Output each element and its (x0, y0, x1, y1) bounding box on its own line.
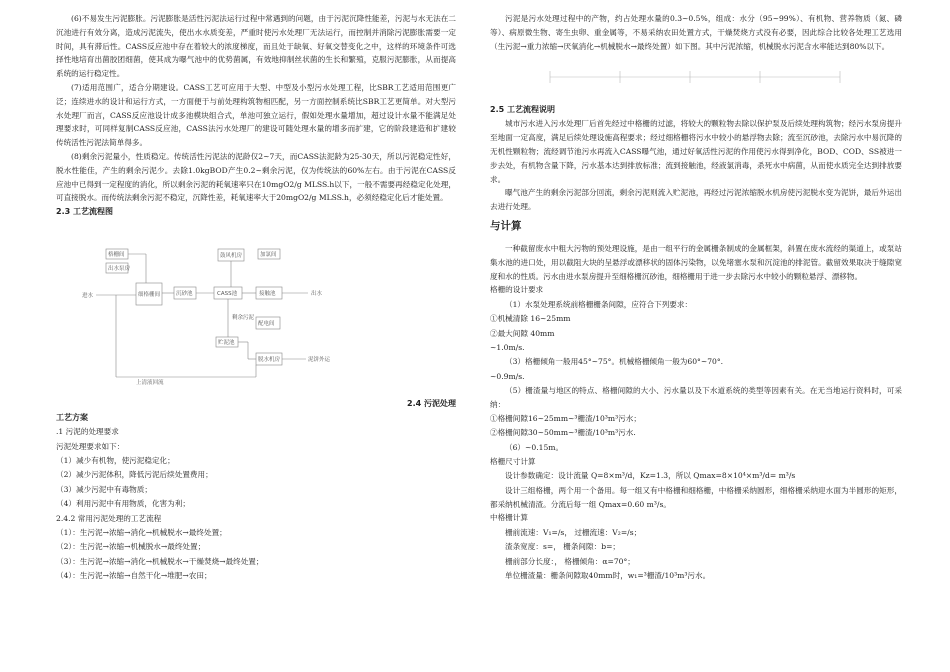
calc-line-9: ①格栅间隙16~25mm~³栅渣/10³m³污水； (490, 413, 641, 423)
calc-line-6: （3）格栅倾角一般用45°~75°。机械格栅倾角一般为60°~70°. (505, 357, 724, 367)
node-label-7: 接触池 (259, 291, 276, 298)
calc-line-14: 设计三组格栅，两个用一个备用。每一组又有中格栅和细格栅，中格栅采纳圆形，细格栅采纳迎水面为半圆形的矩形，都采纳机械清渣。分流后每一组 Qmax=0.60 m³/s。 (490, 485, 902, 509)
calc-line-2: （1）水泵处理系统前格栅栅条间隙，应符合下列要求： (505, 299, 693, 309)
section-2-4-heading: 2.4 污泥处理 (407, 399, 456, 409)
node-label-9: 鼓风机房 (220, 253, 243, 260)
flow-4: （4）：生污泥→浓缩→自然干化→堆肥→农田； (56, 571, 212, 581)
node-label-1: 格栅间 (108, 252, 125, 259)
plan-heading: 工艺方案 (56, 413, 88, 423)
node-label-4: 细格栅间 (138, 292, 161, 299)
node-label-15: 泥饼外运 (308, 357, 331, 364)
node-label-16: 剩余污泥 (232, 315, 255, 322)
calc-line-4: ②最大间隙 40mm (490, 328, 555, 338)
calc-line-1: 格栅的设计要求 (490, 285, 544, 295)
left-column (56, 12, 456, 584)
node-label-3: 进水 (82, 293, 94, 300)
flow-diagram-svg (56, 229, 456, 389)
subsection-2: 2.4.2 常用污泥处理的工艺流程 (56, 513, 162, 523)
paragraph-6: (6)不易发生污泥膨胀。污泥膨胀是活性污泥法运行过程中常遇到的问题，由于污泥沉降性能差，污泥与水无法在二沉池进行有效分离，造成污泥流失，使出水水质变差，严重时使污水处理厂无法运行，而控制并消除污泥膨胀需要一定时间，具有滞后性。CASS反应池中存在着较大的浓度梯度，而且处于缺氧、好氧交替变化之中，这样的环境条件可选择性地培育出菌胶团细菌，使其成为曝气池中的优势菌属，有效地抑制丝状菌的生长和繁殖，克服污泥膨胀，从而提高系统的运行稳定性。 (56, 14, 456, 79)
node-label-10: 加氯间 (260, 252, 277, 259)
calc-line-18: 栅前部分长度：， 格栅倾角：α=70°； (505, 556, 635, 566)
node-label-5: 沉砂池 (176, 291, 193, 298)
subsection-1: .1 污泥的处理要求 (56, 427, 119, 437)
requirement-4: （4）利用污泥中有用物质，化害为利； (56, 499, 190, 509)
calc-line-5: ~1.0m/s. (490, 342, 525, 352)
node-label-11: 配电间 (258, 321, 275, 328)
node-label-13: 脱水机房 (258, 357, 281, 364)
screen-description: 一种截留废水中粗大污物的预处理设施，是由一组平行的金属栅条制成的金属框架，斜置在废水流经的渠道上，或泵站集水池的进口处，用以截阻大块的呈悬浮或漂移状的固体污染物，以免堵塞水泵和沉淀池的排泥管。截留效果取决于缝隙宽度和水的性质。污水由进水泵房提升至细格栅沉砂池，细格栅用于进一步去除污水中较小的颗粒悬浮、漂移物。 (490, 243, 902, 281)
sludge-paragraph: 污泥是污水处理过程中的产物，约占处理水量的0.3~0.5%，组成：水分（95~99%）、有机物、营养物质（氮、磷等）、病原微生物、寄生虫卵、重金属等，不易采纳农田处置方式，干燥焚烧方式没有必要，因此综合比较各处理工艺选用（生污泥→重力浓缩→厌氧消化→机械脱水→最终处置）如下图。其中污泥浓缩，机械脱水污泥含水率能达到80%以下。 (490, 14, 902, 51)
calc-line-10: ②格栅间隙30~50mm~³栅渣/10³m³污水. (490, 428, 636, 438)
subsection-1-intro: 污泥处理要求如下： (56, 441, 125, 451)
process-description: 城市污水进入污水处理厂后首先经过中格栅的过滤，将较大的颗粒物去除以保护泵及后续处理构筑物；经污水泵房提升至地面一定高度，满足后续处理设施高程要求；经过细格栅将污水中较小的悬浮物去除；流至沉砂池，去除污水中易沉降的无机性颗粒物；流经调节池污水再流入CASS曝气池，通过好氧活性污泥的作用使污水得到净化，BOD、COD、SS被进一步去处，有机物含量下降，污水基本达到排放标准；流到接触池，经液氯消毒，杀死水中病菌，从而使水质完全达到排放要求。 (490, 119, 902, 184)
node-label-8: 出水 (311, 291, 323, 298)
section-2-5-heading: 2.5 工艺流程说明 (490, 105, 555, 115)
section-2-3-heading: 2.3 工艺流程图 (56, 207, 113, 217)
right-column (490, 12, 902, 583)
calc-line-12: 格栅尺寸计算 (490, 457, 536, 467)
calc-line-11: （6）~0.15m。 (505, 442, 564, 452)
paragraph-7: (7)适用范围广，适合分期建设。CASS工艺可应用于大型、中型及小型污水处理工程，比SBR工艺适用范围更广泛；连续进水的设计和运行方式，一方面便于与前处理构筑物相匹配，另一方面控制系统比SBR工艺更简单。对大型污水处理厂而言，CASS反应池设计成多池模块组合式，单池可独立运行，假如处理水量增加，超过设计水量不能满足处理要求时，可同样复制CASS反应池，CASS法污水处理厂的建设可随处理水量的增多而扩建，它的阶段建造和扩建较传统活性污泥法简单得多。 (56, 82, 456, 148)
requirement-1: （1）减少有机物，使污泥稳定化； (56, 455, 175, 465)
node-label-14: 上清液回流 (136, 380, 164, 387)
sludge-return-paragraph: 曝气池产生的剩余污泥部分回流，剩余污泥则流入贮泥池，再经过污泥浓缩脱水机房使污泥脱水变为泥饼，最后外运出去进行处理。 (490, 188, 902, 212)
node-label-6: CASS池 (217, 291, 238, 298)
process-flow-diagram (56, 229, 456, 389)
calc-line-19: 单位栅渣量：栅条间隙取40mm时，w₁=³栅渣/10³m³污水。 (505, 571, 711, 581)
flow-1: （1）：生污泥→浓缩→消化→机械脱水→最终处置； (56, 528, 227, 537)
calc-line-3: ①机械清除 16~25mm (490, 314, 571, 324)
calc-line-16: 栅前流速：V₁=/s， 过栅流速：V₂=/s； (505, 527, 642, 537)
node-label-2: 出水泵房 (108, 266, 131, 273)
calculation-heading: 与计算 (490, 219, 522, 232)
flow-2: （2）：生污泥→浓缩→机械脱水→最终处置； (56, 542, 206, 552)
sludge-flow-svg (490, 59, 902, 95)
calc-line-15: 中格栅计算 (490, 513, 528, 523)
calc-line-17: 渣条宽度：s=， 栅条间隙：b=； (505, 542, 621, 552)
requirement-2: （2）减少污泥体积，降低污泥后续处置费用； (56, 470, 213, 480)
sludge-flow-figure (490, 59, 902, 95)
node-label-12: 贮泥池 (218, 340, 235, 347)
paragraph-8: (8)剩余污泥量小，性质稳定。传统活性污泥法的泥龄仅2~7天，而CASS法泥龄为25-30天，所以污泥稳定性好，脱水性能佳，产生的剩余污泥少。去除1.0kgBOD产生0.2~剩余污泥，仅为传统法的60%左右。由于污泥在CASS反应池中已得到一定程度的消化，所以剩余污泥的耗氧速率只在10mgO2/g MLSS.h以下，一般不需要再经稳定化处理，可直接脱水。而传统法剩余污泥不稳定，沉降性差，耗氧速率大于20mgO2/g MLSS.h，必须经稳定化后才能处置。 (56, 151, 456, 203)
calc-line-8: （5）栅渣量与地区的特点、格栅间隙的大小、污水量以及下水道系统的类型等因素有关。在无当地运行资料时，可采纳： (490, 386, 902, 409)
calc-line-7: ~0.9m/s. (490, 371, 525, 381)
flow-3: （3）：生污泥→浓缩→消化→机械脱水→干燥焚烧→最终处置； (56, 556, 264, 566)
calc-line-13: 设计参数确定：设计流量 Q=8×m³/d，Kz=1.3，所以 Qmax=8×10⁴×m³/d= m³/s (505, 471, 796, 481)
requirement-3: （3）减少污泥中有毒物质； (56, 484, 152, 494)
